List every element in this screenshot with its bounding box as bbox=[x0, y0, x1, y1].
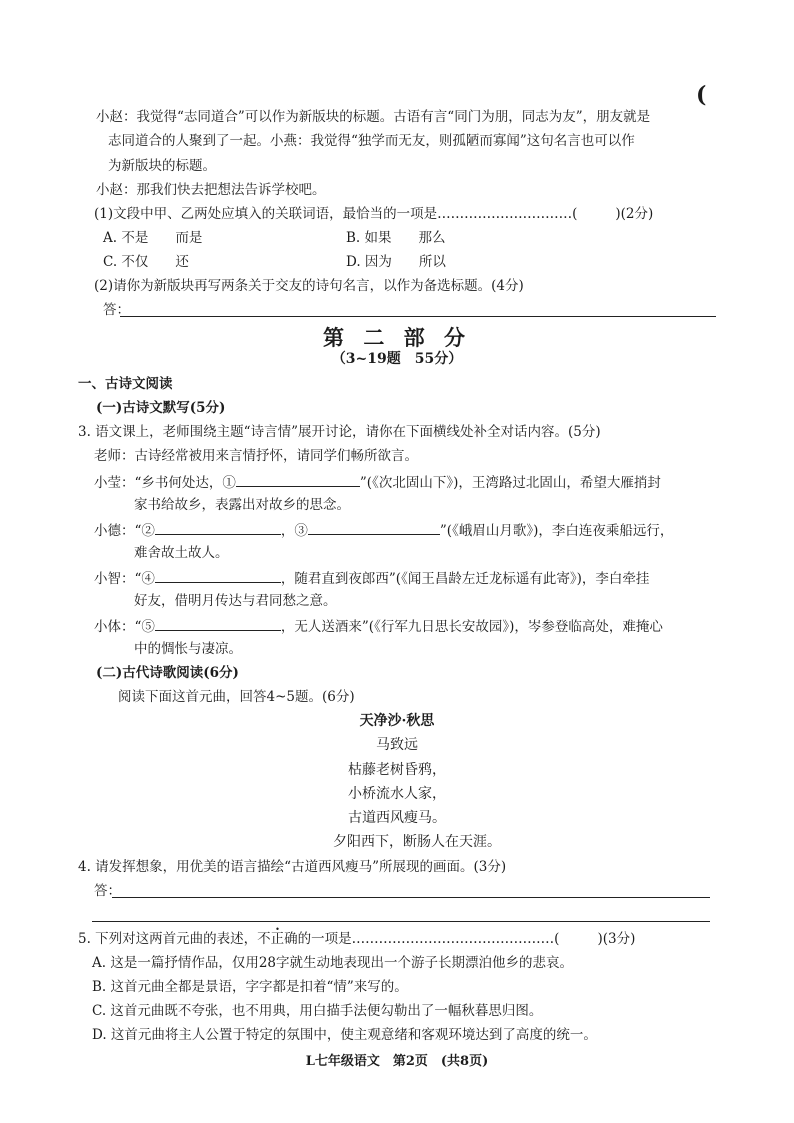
poem-line: 夕阳西下，断肠人在天涯。 bbox=[333, 834, 501, 850]
dialog-text: ，随君直到夜郎西”(《闻王昌龄左迁龙标遥有此寄》)，李白牵挂 bbox=[280, 571, 650, 587]
q3-xiaozhi bbox=[94, 568, 649, 588]
corner-mark: ( bbox=[696, 82, 707, 108]
q3-xiaode bbox=[94, 520, 673, 540]
dialog-text: ”(《峨眉山月歌》)，李白连夜乘船远行， bbox=[439, 523, 674, 539]
dialog-line: 为新版块的标题。 bbox=[108, 158, 216, 174]
fill-blank-2[interactable] bbox=[155, 520, 281, 535]
q5-option-d: D. 这首元曲将主人公置于特定的氛围中，使主观意绪和客观环境达到了高度的统一。 bbox=[92, 1027, 597, 1043]
dialog-line: 中的惆怅与凄凉。 bbox=[134, 641, 242, 657]
q1-option-a: A. 不是 而是 bbox=[103, 230, 203, 246]
q1-option-c: C. 不仅 还 bbox=[103, 254, 189, 270]
subsection-heading: (一)古诗文默写(5分) bbox=[96, 400, 226, 416]
dialog-text: ”(《次北固山下》)，王湾路过北固山，希望大雁捎封 bbox=[359, 475, 661, 491]
poem-line: 古道西风瘦马。 bbox=[348, 810, 446, 826]
q3-xiaoying bbox=[94, 472, 661, 492]
dialog-text: ，无人送酒来”(《行军九日思长安故园》)，岑参登临高处，难掩心 bbox=[280, 619, 663, 635]
page-footer: L七年级语文 第2页 (共8页) bbox=[305, 1054, 489, 1069]
q5-option-a: A. 这是一篇抒情作品，仅用28字就生动地表现出一个游子长期漂泊他乡的悲哀。 bbox=[92, 955, 574, 971]
dialog-line: 小赵：我觉得“志同道合”可以作为新版块的标题。古语有言“同门为朋，同志为友”，朋友就是 bbox=[96, 109, 651, 125]
dialog-line: 家书给故乡，表露出对故乡的思念。 bbox=[134, 497, 350, 513]
q1-option-b: B. 如果 那么 bbox=[346, 230, 446, 246]
fill-blank-3[interactable] bbox=[308, 520, 440, 535]
poem-line: 小桥流水人家， bbox=[348, 786, 446, 802]
part-title: 第 二 部 分 bbox=[323, 325, 471, 350]
fill-blank-1[interactable] bbox=[236, 472, 360, 487]
q5-option-b: B. 这首元曲全都是景语，字字都是扣着“情”来写的。 bbox=[92, 979, 408, 995]
fill-blank-4[interactable] bbox=[155, 568, 281, 583]
subsection-heading: (二)古代诗歌阅读(6分) bbox=[96, 665, 239, 681]
dialog-text: 小莹：“乡书何处达，① bbox=[94, 475, 236, 491]
q2-answer-label: 答： bbox=[103, 302, 130, 318]
q3-stem: 3. 语文课上，老师围绕主题“诗言情”展开讨论，请你在下面横线处补全对话内容。(5分) bbox=[78, 424, 601, 440]
dialog-text: 小智：“④ bbox=[94, 571, 155, 587]
poem-line: 枯藤老树昏鸦， bbox=[348, 762, 446, 778]
q5-stem bbox=[78, 930, 635, 948]
q4-answer-line[interactable] bbox=[112, 897, 710, 898]
dialog-text: ，③ bbox=[280, 523, 308, 539]
q4-stem: 4. 请发挥想象，用优美的语言描绘“古道西风瘦马”所展现的画面。(3分) bbox=[78, 859, 507, 875]
q4-answer-label: 答： bbox=[94, 883, 121, 899]
q5-score: )(3分) bbox=[597, 931, 636, 947]
poem-author: 马致远 bbox=[376, 737, 418, 753]
q3-xiaoti bbox=[94, 616, 663, 636]
dialog-line: 难舍故土故人。 bbox=[134, 545, 229, 561]
q1-score: )(2分) bbox=[615, 206, 654, 222]
q2-stem: (2)请你为新版块再写两条关于交友的诗句名言，以作为备选标题。(4分) bbox=[94, 278, 524, 294]
q5-stem-text: 的一项是………………………………………( bbox=[297, 931, 560, 947]
q1-stem bbox=[94, 205, 653, 223]
poem-title: 天净沙·秋思 bbox=[359, 713, 435, 729]
q2-answer-line[interactable] bbox=[120, 316, 716, 317]
section-heading: 一、古诗文阅读 bbox=[78, 376, 173, 392]
dialog-text: 小体：“⑤ bbox=[94, 619, 155, 635]
q1-stem-text: (1)文段中甲、乙两处应填入的关联词语，最恰当的一项是…………………………( bbox=[94, 206, 578, 222]
part-subtitle: （3~19题 55分） bbox=[331, 351, 463, 367]
q5-option-c: C. 这首元曲既不夸张，也不用典，用白描手法便勾勒出了一幅秋暮思归图。 bbox=[92, 1003, 543, 1019]
q1-option-d: D. 因为 所以 bbox=[346, 254, 446, 270]
dialog-line: 志同道合的人聚到了一起。小燕：我觉得“独学而无友，则孤陋而寡闻”这句名言也可以作 bbox=[108, 133, 635, 149]
dialog-text: 小德：“② bbox=[94, 523, 155, 539]
dialog-line: 好友，借明月传达与君同愁之意。 bbox=[134, 593, 337, 609]
reading-intro: 阅读下面这首元曲，回答4~5题。(6分) bbox=[118, 689, 355, 705]
dialog-line: 小赵：那我们快去把想法告诉学校吧。 bbox=[96, 182, 326, 198]
q4-answer-line[interactable] bbox=[92, 921, 710, 922]
q5-stem-text: 5. 下列对这两首元曲的表述， bbox=[78, 931, 258, 947]
q3-teacher: 老师：古诗经常被用来言情抒怀，请同学们畅所欲言。 bbox=[94, 448, 418, 464]
fill-blank-5[interactable] bbox=[155, 616, 281, 631]
q5-emphasis: 不正确 bbox=[257, 931, 298, 947]
